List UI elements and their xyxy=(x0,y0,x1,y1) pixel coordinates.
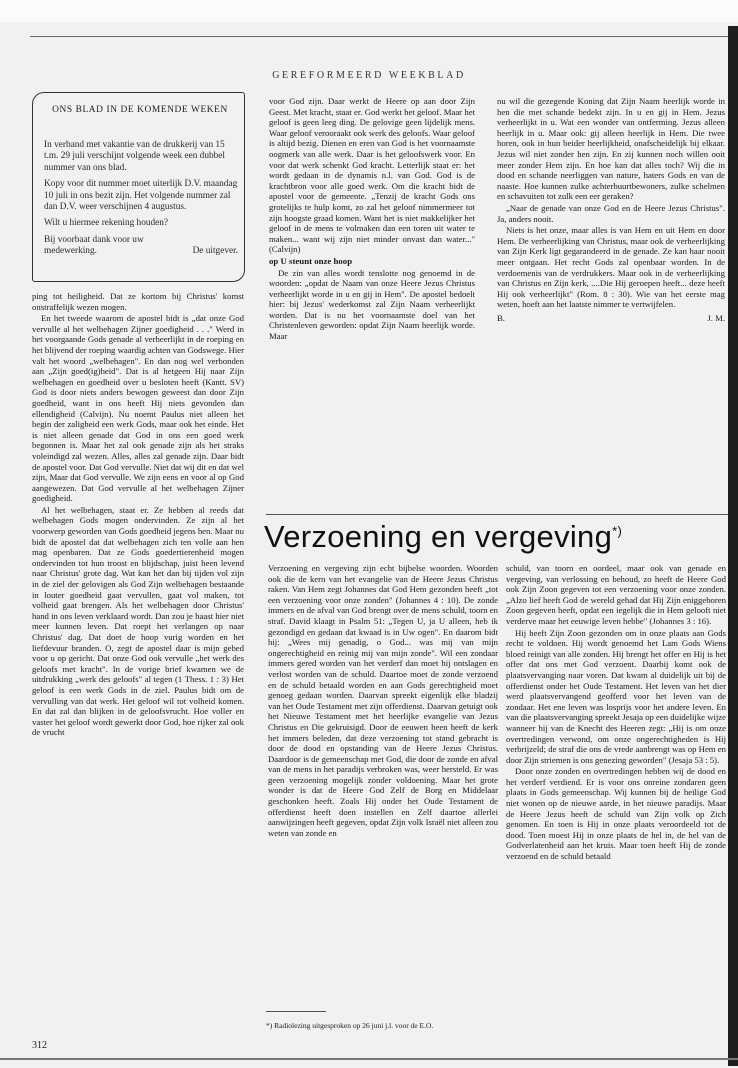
signature-left: B. xyxy=(497,312,505,323)
paragraph: Verzoening en vergeving zijn echt bijbelse woorden. Woorden ook die de kern van het evangelie van de Heere Jezus Christus raken. Van Hem zegt Johannes dat God Hem gezonden heeft „tot een verzoening voor onze zonden" (Johannes 4 : 10). De zonde immers en de afval van God brengt over de mens schuld, toorn en straf. David klaagt in Psalm 51: „Tegen U, ja U alleen, heb ik gezondigd en gedaan dat kwaad is in Uw ogen". En daarom bidt hij: „Wees mij genadig, o God... was mij van mijn ongerechtigheid en reinig mij van mijn zonde". Wil een zondaar immers gered worden van het verderf dan moet hij ontslagen en verlost worden van de schuld. Daartoe moet de zonde verzoend en de schuld betaald worden en aan Gods gerechtigheid moet genoeg gedaan worden. Daarvan spreekt eigenlijk elke bladzij van het Oude Testament met zijn offerdienst. Daarvan getuigt ook het Nieuwe Testament met het heerlijke evangelie van Jezus Christus en Die gekruisigd. Door de eeuwen heen heeft de kerk het immers beleden, dat deze verzoening tot stand gebracht is door de dood en opstanding van de Heere Jezus Christus. Daardoor is de gemeenschap met God, die door de zonde en afval van de mens in het paradijs verbroken was, weer hersteld. Er was geen verzoening mogelijk zonder voldoening. Maar het grote wonder is dat de Heere God Zelf de Borg en Middelaar geschonken heeft. Zoals Hij onder het Oude Testament de offerdienst heeft doen instellen en Zelf daartoe allerlei aanwijzingen heeft gegeven, opdat Zijn volk Israël niet alleen zou weten van zonde en xyxy=(268,563,498,838)
notice-thanks: Bij voorbaat dank voor uw medewerking. xyxy=(44,234,144,257)
paragraph: Hij heeft Zijn Zoon gezonden om in onze plaats aan Gods recht te voldoen. Hij wordt genoemd het Lam Gods Wiens bloed reinigt van alle zonden. Hij brengt het offer en Hij is het offer dat ons met God verzoent. Daarbij komt ook de plaatsvervanging naar voren. Dat kwam al duidelijk uit bij de offerdienst onder het Oude Testament. Het leven van het dier werd plaatsvervangend geofferd voor het leven van de zondaar. Het ene leven was losprijs voor het andere leven. En van die plaatsvervanging spreekt Jesaja op een duidelijke wijze wanneer hij van de Knecht des Heeren zegt: „Hij is om onze overtredingen verwond, om onze ongerechtigheden is Hij verbrijzeld; de straf die ons de vrede aanbrengt was op Hem en door Zijn striemen is ons genezing geworden" (Jesaja 53 : 5). xyxy=(506,627,727,765)
article-rule xyxy=(266,514,728,515)
paragraph: schuld, van toorn en oordeel, maar ook van genade en vergeving, van verlossing en behoud, zo heeft de Heere God ook Zijn Zoon gegeven tot een verzoening voor onze zonden. „Alzo lief heeft God de wereld gehad dat Hij Zijn eniggeboren Zoon gegeven heeft, opdat een iegelijk die in Hem gelooft niet verderve maar het eeuwige leven hebbe" (Johannes 3 : 16). xyxy=(506,563,726,626)
notice-body xyxy=(44,140,238,258)
notice-signature-line xyxy=(44,235,238,258)
running-header: GEREFORMEERD WEEKBLAD xyxy=(272,70,466,81)
right-shadow-edge xyxy=(728,26,738,1066)
signature-right: J. M. xyxy=(707,312,725,323)
article-column-left xyxy=(268,563,498,839)
article-column-right xyxy=(506,563,726,863)
column-2 xyxy=(269,96,475,343)
column-3 xyxy=(497,96,725,323)
paragraph: Door onze zonden en overtredingen hebben wij de dood en het verderf verdiend. Er is voor ons onreine zondaren geen plaats in Gods gemeenschap. Wij kunnen bij de heilige God niet wonen op de nieuwe aarde, in het nieuwe paradijs. Maar de Heere Jezus heeft de schuld van Zijn volk op Zich genomen. En toen is Hij in onze plaats veroordeeld tot de dood. Toen moest Hij in onze plaats de hel in, de hel van de Godverlatenheid aan het kruis. Maar toen heeft Hij de zonde verzoend en de schuld betaald xyxy=(506,766,726,862)
footnote-rule xyxy=(266,1011,326,1012)
notice-paragraph: Kopy voor dit nummer moet uiterlijk D.V. maandag 10 juli in ons bezit zijn. Het volgende nummer zal dan D.V. weer verschijnen 4 augustus. xyxy=(44,179,238,213)
paragraph: Al het welbehagen, staat er. Ze hebben al reeds dat welbehagen Gods mogen ondervinden. Ze zijn al het voorwerp geworden van Gods goedheid jegens hen. Maar nu bidt de apostel dat dat welbehagen zich ten volle aan hen mag openbaren. Dat ze Gods goedertierenheid mogen ondervinden tot hun troost en blijdschap, juist heen levend naar Christus' grote dag. Wat kan het dan bij tijden vol zijn in de ziel der gelovigen als God Zijn welbehagen bestaande in louter goedheid gaat vervullen, gaat vol maken, tot volheid gaat brengen. Als het welbehagen door Christus' hand in ons leven verklaard wordt. Dan zou je haast hier niet meer kunnen leven. Dat roept het verlangen op naar Christus' dag. Dat doet de hoop vurig worden en het liefdevuur branden. O, zegt de apostel daar is mijn gebed voor u op gericht. Dat onze God ook vervulle „het werk des geloofs met kracht". In de vorige brief kwamen we de uitdrukking „werk des geloofs" al tegen (1 Thess. 1 : 3) Het geloof is een werk Gods in de ziel. Paulus bidt om de vervulling van dat werk. Het geloof wil tot volheid komen. En dat zal dan blijken in de geloofsvrucht. Hoe voller en vaster het geloof wordt gewerkt door God, hoe rijker zal ook de vrucht xyxy=(32,504,244,738)
paragraph: voor God zijn. Daar werkt de Heere op aan door Zijn Geest. Met kracht, staat er. God werkt het geloof. Maar het geloof is geen leeg ding. De gelovige geen lijdelijk mens. Waar geloof verooraakt ook werk des geloofs. Waar geloof is altijd bezig. Dienen en eren van God is het voornaamste oogmerk van alle werk. Daar is het geloofswerk voor. En voor dat werk schenkt God kracht. Letterlijk staat er: het wordt gedaan in de dynamis n.l. van God. God is de krachtbron voor alle goed werk. Om die kracht bidt de apostel voor de gemeente. „Tenzij de kracht Gods ons grotelijks te hulp komt, zo zal het geloof nimmermeer tot zijn hoogste graad komen. Want het is niet makkelijker het geloof in de mens te volmaken dan een toren uit water te maken... want wij zijn niet minder onvast dan water..." (Calvijn) xyxy=(269,96,475,255)
notice-paragraph: Wilt u hiermee rekening houden? xyxy=(44,218,169,229)
paragraph: nu wil die gezegende Koning dat Zijn Naam heerlijk worde in hen die met schande bedekt zijn. In u en gij in Hem. Jezus verheerlijkt in u. Wat een wonder van ontferming. Jezus alleen heerlijk in u. Maar ook: gij alleen heerlijk in Hem. Die twee horen, ook in hun beider heerlijkheid, onafscheidelijk bij elkaar. Jezus wil niet zonder hen zijn. En zij kunnen noch willen ooit meer zonder Hem zijn. En hoe kan dat alles toch? Wij die in dood en schande neerliggen van nature, haters Gods en van de naaste. Hoe kunnen zulke achterbuurtbewoners, zulke schelmen en schavuiten tot zulk een eer geraken? xyxy=(497,96,725,202)
paragraph: ping tot heiligheid. Dat ze kortom bij Christus' komst onstraffelijk wezen mogen. xyxy=(32,291,244,312)
paragraph: „Naar de genade van onze God en de Heere Jezus Christus". Ja, anders nooit. xyxy=(497,202,725,224)
paragraph: Niets is het onze, maar alles is van Hem en uit Hem en door Hem. De verheerlijking van Christus, maar ook de verheerlijking van Zijn Kerk ligt gegarandeerd in de genade. Ze kan haar nooit meer ontgaan. Het recht Gods zal openbaar worden. In de verdoemenis van de verdrukkers. Maar ook in de verheerlijking van Christus en Zijn kerk, ....Die Hij geroepen heeft... deze heeft Hij ook verheerlijkt" (Rom. 8 : 30). Wie van het eerste mag weten, hoeft aan het laatste nimmer te vertwijfelen. xyxy=(497,225,725,310)
bottom-rule xyxy=(0,1058,738,1060)
paragraph: En het tweede waarom de apostel bidt is „dat onze God vervulle al het welbehagen Zijner goedigheid . . ." Werd in het voorgaande Gods genade al verheerlijkt in de roeping en het blijvend der roeping waardig achten van Godswege. Hier valt het woord „welbehagen". En dan nog wel verbonden aan „Zijn goed(ig)heid". Dat is al hetgeen Hij naar Zijn welbehagen en goedheid over u besloten heeft (Kantt. SV) God is door niets anders bewogen geweest dan door Zijn goedheid, want in ons heeft Hij niets gevonden dan ellendigheid (Calvijn). Nu noemt Paulus niet alleen het begin der zaligheid een werk Gods, maar ook het einde. Het is niet alleen genade dat God in ons een goed werk begonnen is. Maar het zal ook genade zijn als het straks voleindigd zal wezen. Alles, alles zal genade zijn. Daar bidt de apostel voor. Dat God vervulle. Niet dat wij dit en dat wel zijn, Maar dat God vervulle. We zijn eens en voor al op God aangewezen. Dat God vervulle al het welbehagen Zijner goedigheid. xyxy=(32,313,244,504)
notice-title: ONS BLAD IN DE KOMENDE WEKEN xyxy=(52,105,228,115)
signature-line xyxy=(497,313,725,324)
column-1 xyxy=(32,291,244,739)
article-title xyxy=(264,519,622,555)
article-title-text: Verzoening en vergeving xyxy=(264,519,613,554)
paragraph: De zin van alles wordt tenslotte nog genoemd in de woorden: „opdat de Naam van onze Heere Jezus Christus verheerlijkt worde in u en gij in Hem". De apostel bedoelt hier: bij Jezus' wederkomst zal Zijn Naam verheerlijkt worden. Dat is nu het voornaamste doel van het Christenleven geworden: opdat Zijn Naam heerlijk worde. Maar xyxy=(269,267,475,342)
top-rule xyxy=(30,36,730,37)
notice-signature: De uitgever. xyxy=(192,246,238,257)
notice-paragraph: In verband met vakantie van de drukkerij van 15 t.m. 29 juli verschijnt volgende week een dubbel nummer van ons blad. xyxy=(44,140,225,173)
title-footnote-mark: *) xyxy=(612,523,623,539)
paper-edge xyxy=(0,0,738,22)
footnote: *) Radiolezing uitgesproken op 26 juni j.l. voor de E.O. xyxy=(266,1021,434,1030)
subheading: op U steunt onze hoop xyxy=(269,255,353,266)
page-number: 312 xyxy=(32,1040,47,1051)
